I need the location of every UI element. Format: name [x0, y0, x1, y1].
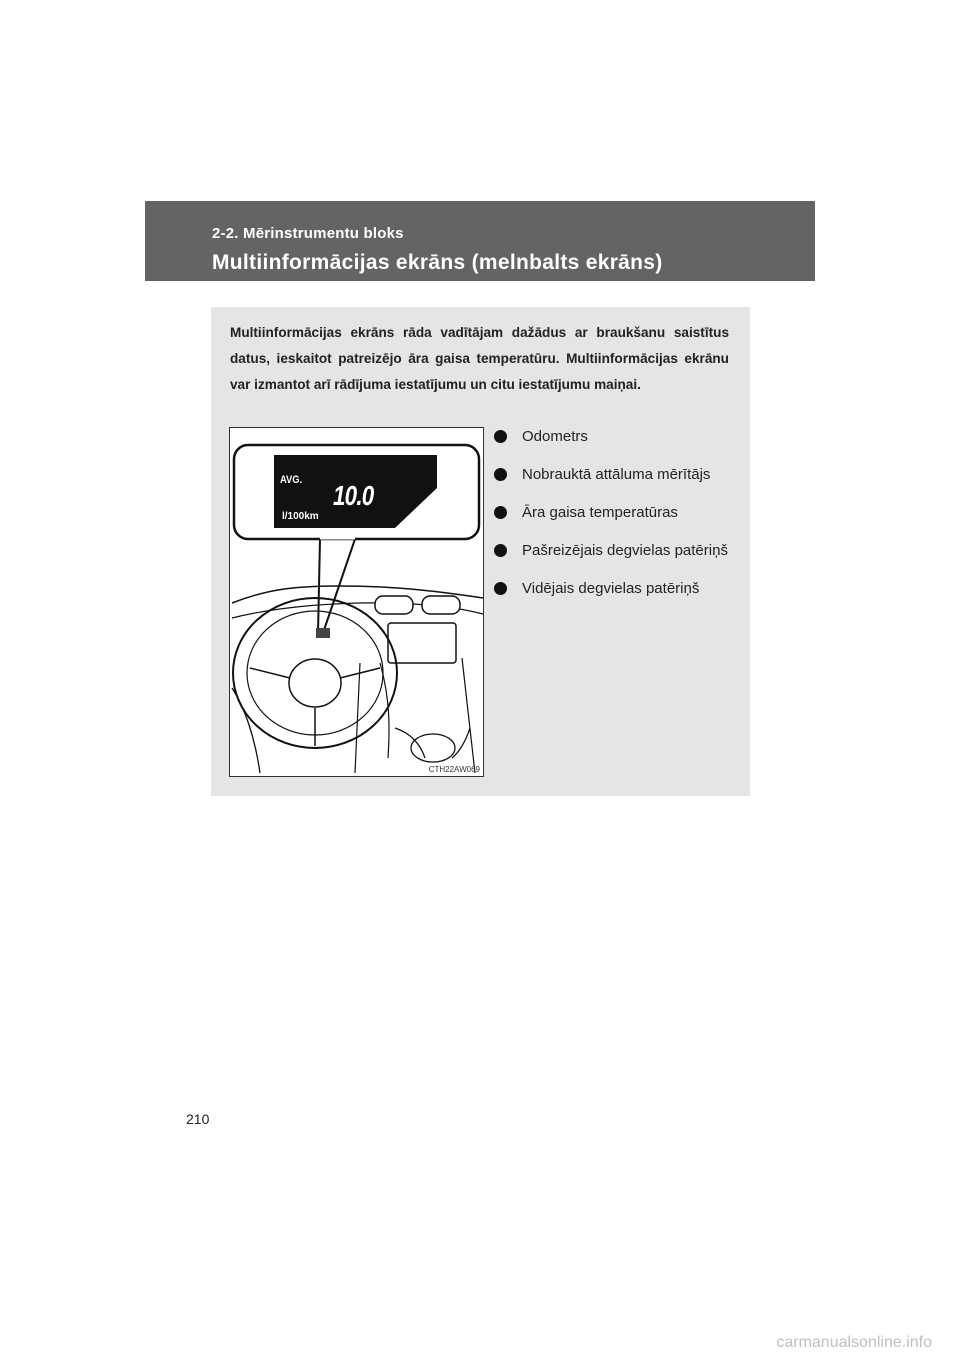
list-item: Pašreizējais degvielas patēriņš: [494, 539, 729, 562]
bullet-icon: [494, 430, 507, 443]
bullet-icon: [494, 506, 507, 519]
content-box: [211, 307, 750, 796]
dashboard-illustration: [229, 427, 484, 777]
page-number: 210: [186, 1111, 210, 1127]
section-label: 2-2. Mērinstrumentu bloks: [212, 225, 404, 242]
feature-list: [494, 425, 729, 615]
watermark[interactable]: carmanualsonline.info: [776, 1334, 932, 1351]
display-unit: l/100km: [282, 511, 319, 522]
list-item: Nobrauktā attāluma mērītājs: [494, 463, 729, 486]
page-title: Multiinformācijas ekrāns (melnbalts ekrāns): [212, 251, 663, 274]
bullet-icon: [494, 544, 507, 557]
bullet-icon: [494, 468, 507, 481]
header-band: [145, 201, 815, 281]
figure-code: CTH22AW069: [428, 765, 480, 774]
list-item: Āra gaisa temperatūras: [494, 501, 729, 524]
display-avg-label: AVG.: [280, 474, 303, 486]
intro-paragraph: Multiinformācijas ekrāns rāda vadītājam dažādus ar braukšanu saistītus datus, ieskaitot patreizējo āra gaisa temperatūru. Multiinformācijas ekrānu var izmantot arī rādījuma iestatījumu un citu iestatījumu maiņai.: [230, 325, 729, 392]
list-item: Vidējais degvielas patēriņš: [494, 577, 729, 600]
bullet-icon: [494, 582, 507, 595]
display-value: 10.0: [333, 480, 374, 511]
list-item: Odometrs: [494, 425, 729, 448]
